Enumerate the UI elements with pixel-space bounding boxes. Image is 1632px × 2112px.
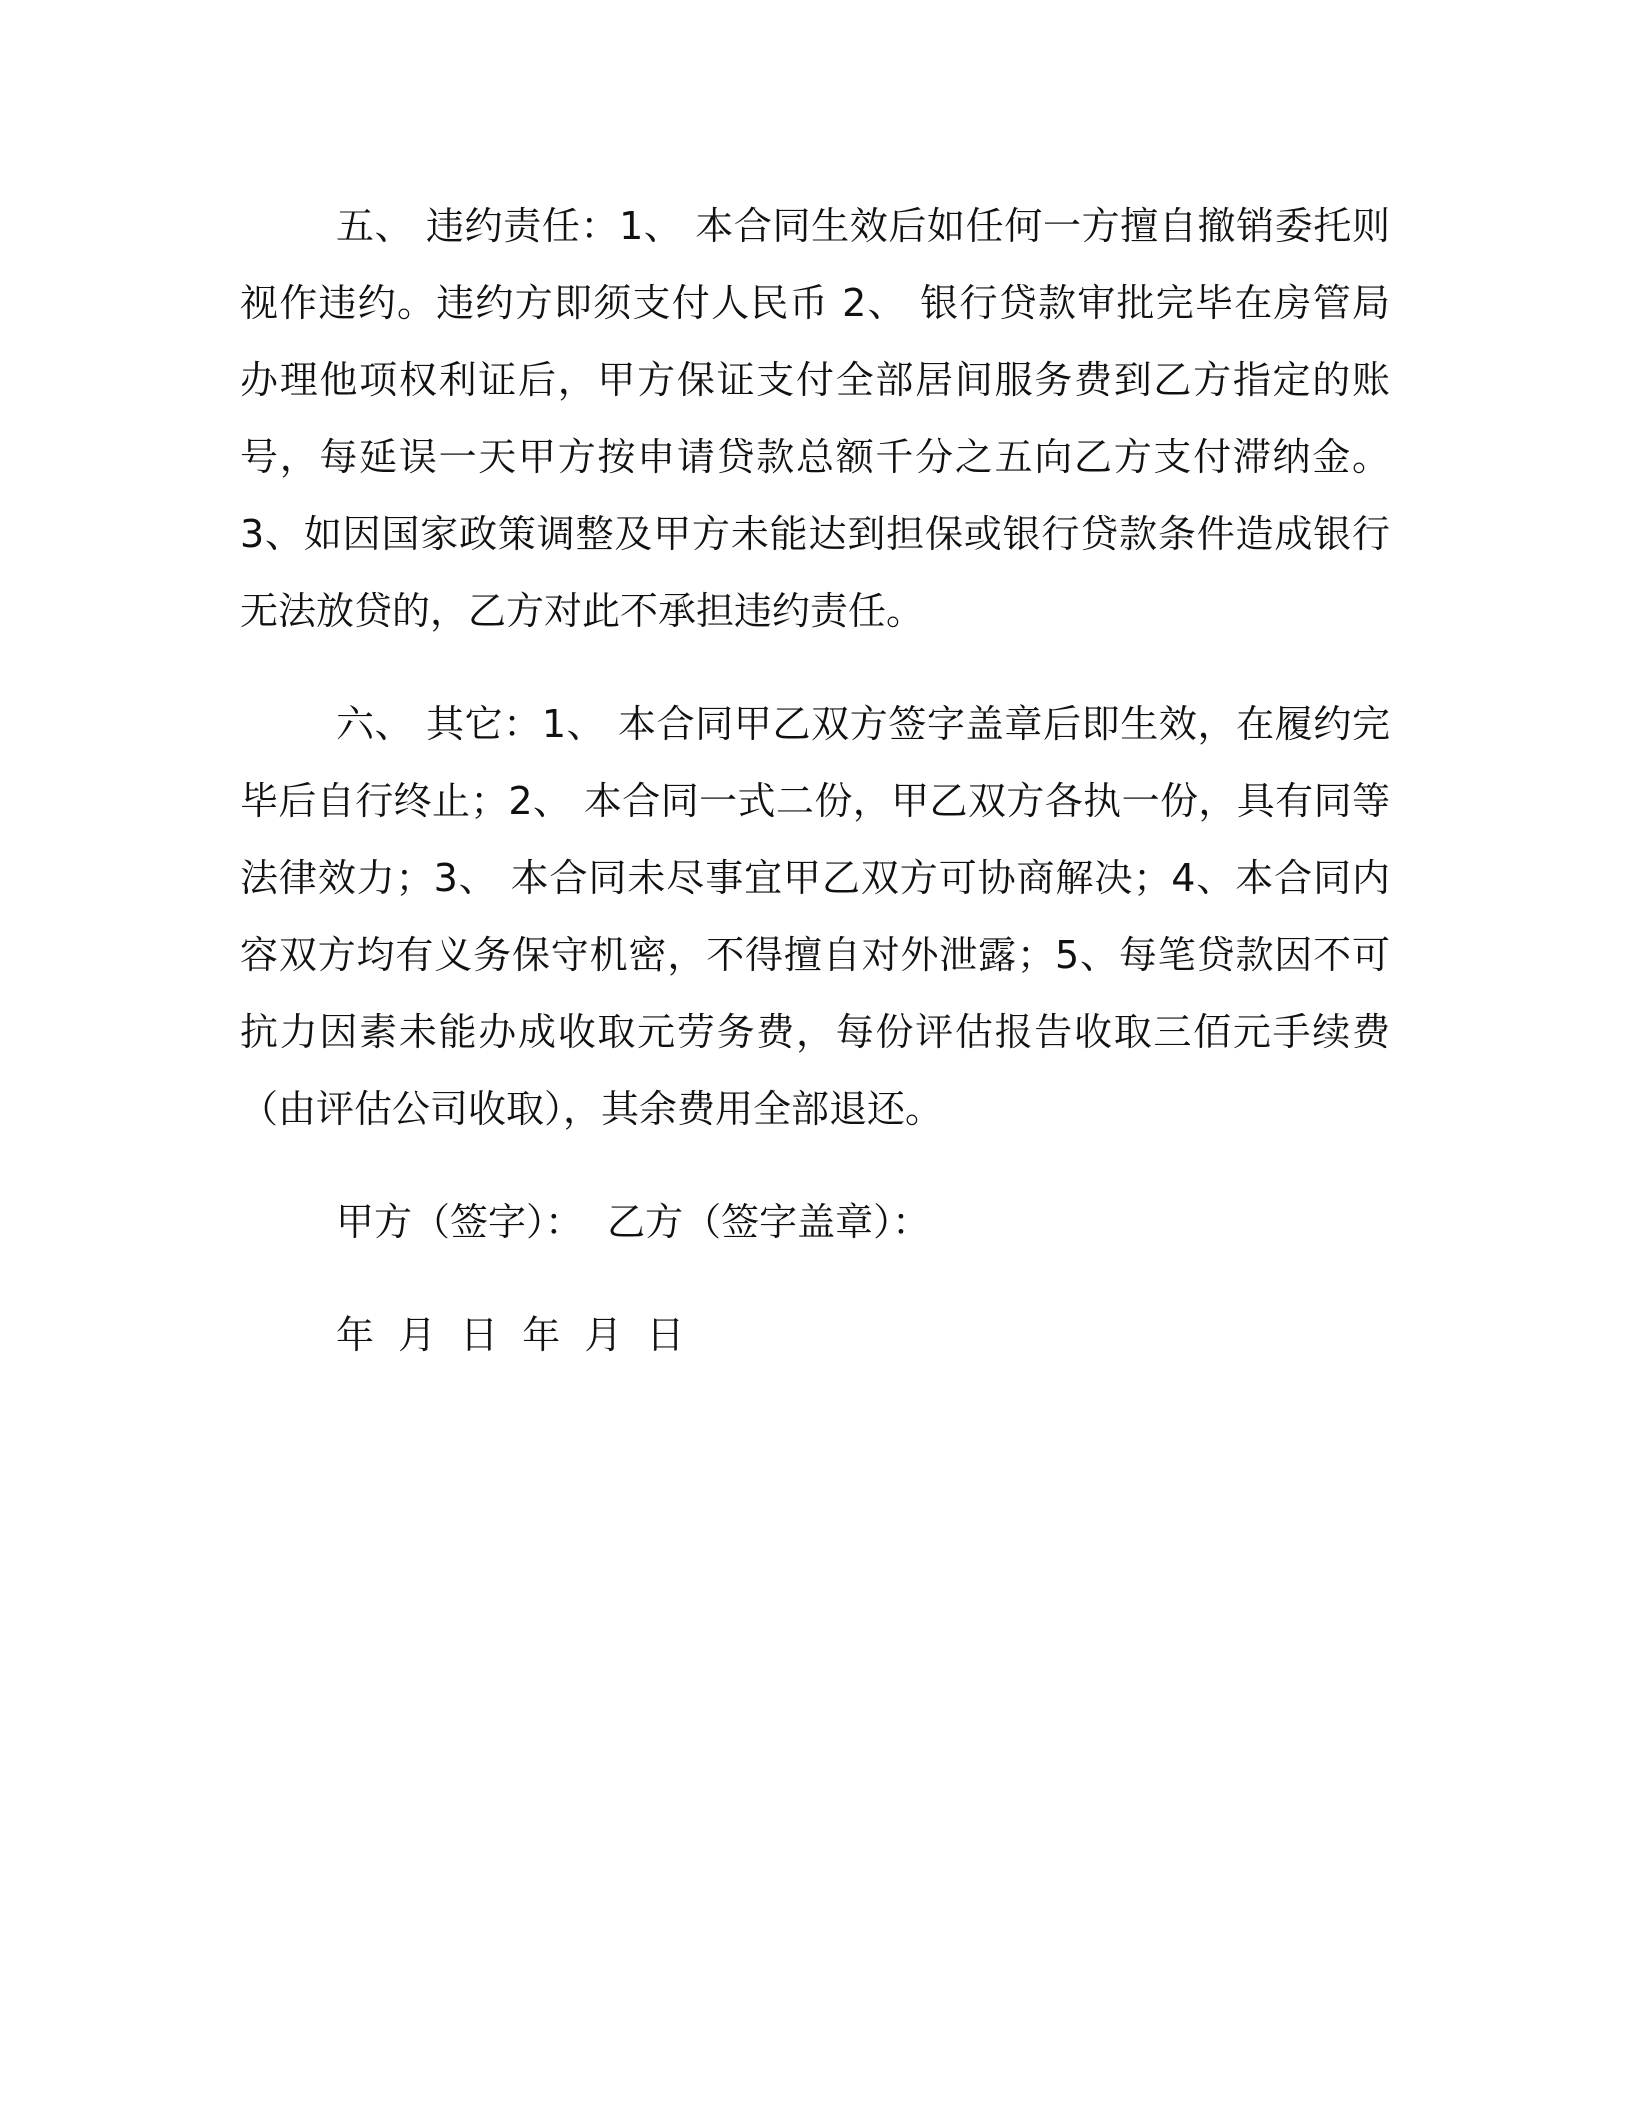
signature-line: 甲方（签字）： 乙方（签字盖章）：: [336, 1200, 931, 1244]
document-body: [240, 188, 1390, 1374]
section-breach-of-contract: 五、 违约责任：1、 本合同生效后如任何一方擅自撤销委托则视作违约。违约方即须支付人民币 2、 银行贷款审批完毕在房管局办理他项权利证后，甲方保证支付全部居间服务费到乙方指定的账号，每延误一天甲方按申请贷款总额千分之五向乙方支付滞纳金。3、如因国家政策调整及甲方未能达到担保或银行贷款条件造成银行无法放贷的，乙方对此不承担违约责任。: [240, 204, 1390, 633]
date-line: 年 月 日 年 月 日: [336, 1313, 691, 1357]
section-other-terms: 六、 其它：1、 本合同甲乙双方签字盖章后即生效，在履约完毕后自行终止；2、 本合同一式二份，甲乙双方各执一份，具有同等法律效力；3、 本合同未尽事宜甲乙双方可协商解决；4、本合同内容双方均有义务保守机密，不得擅自对外泄露；5、每笔贷款因不可抗力因素未能办成收取元劳务费，每份评估报告收取三佰元手续费（由评估公司收取），其余费用全部退还。: [240, 702, 1390, 1131]
